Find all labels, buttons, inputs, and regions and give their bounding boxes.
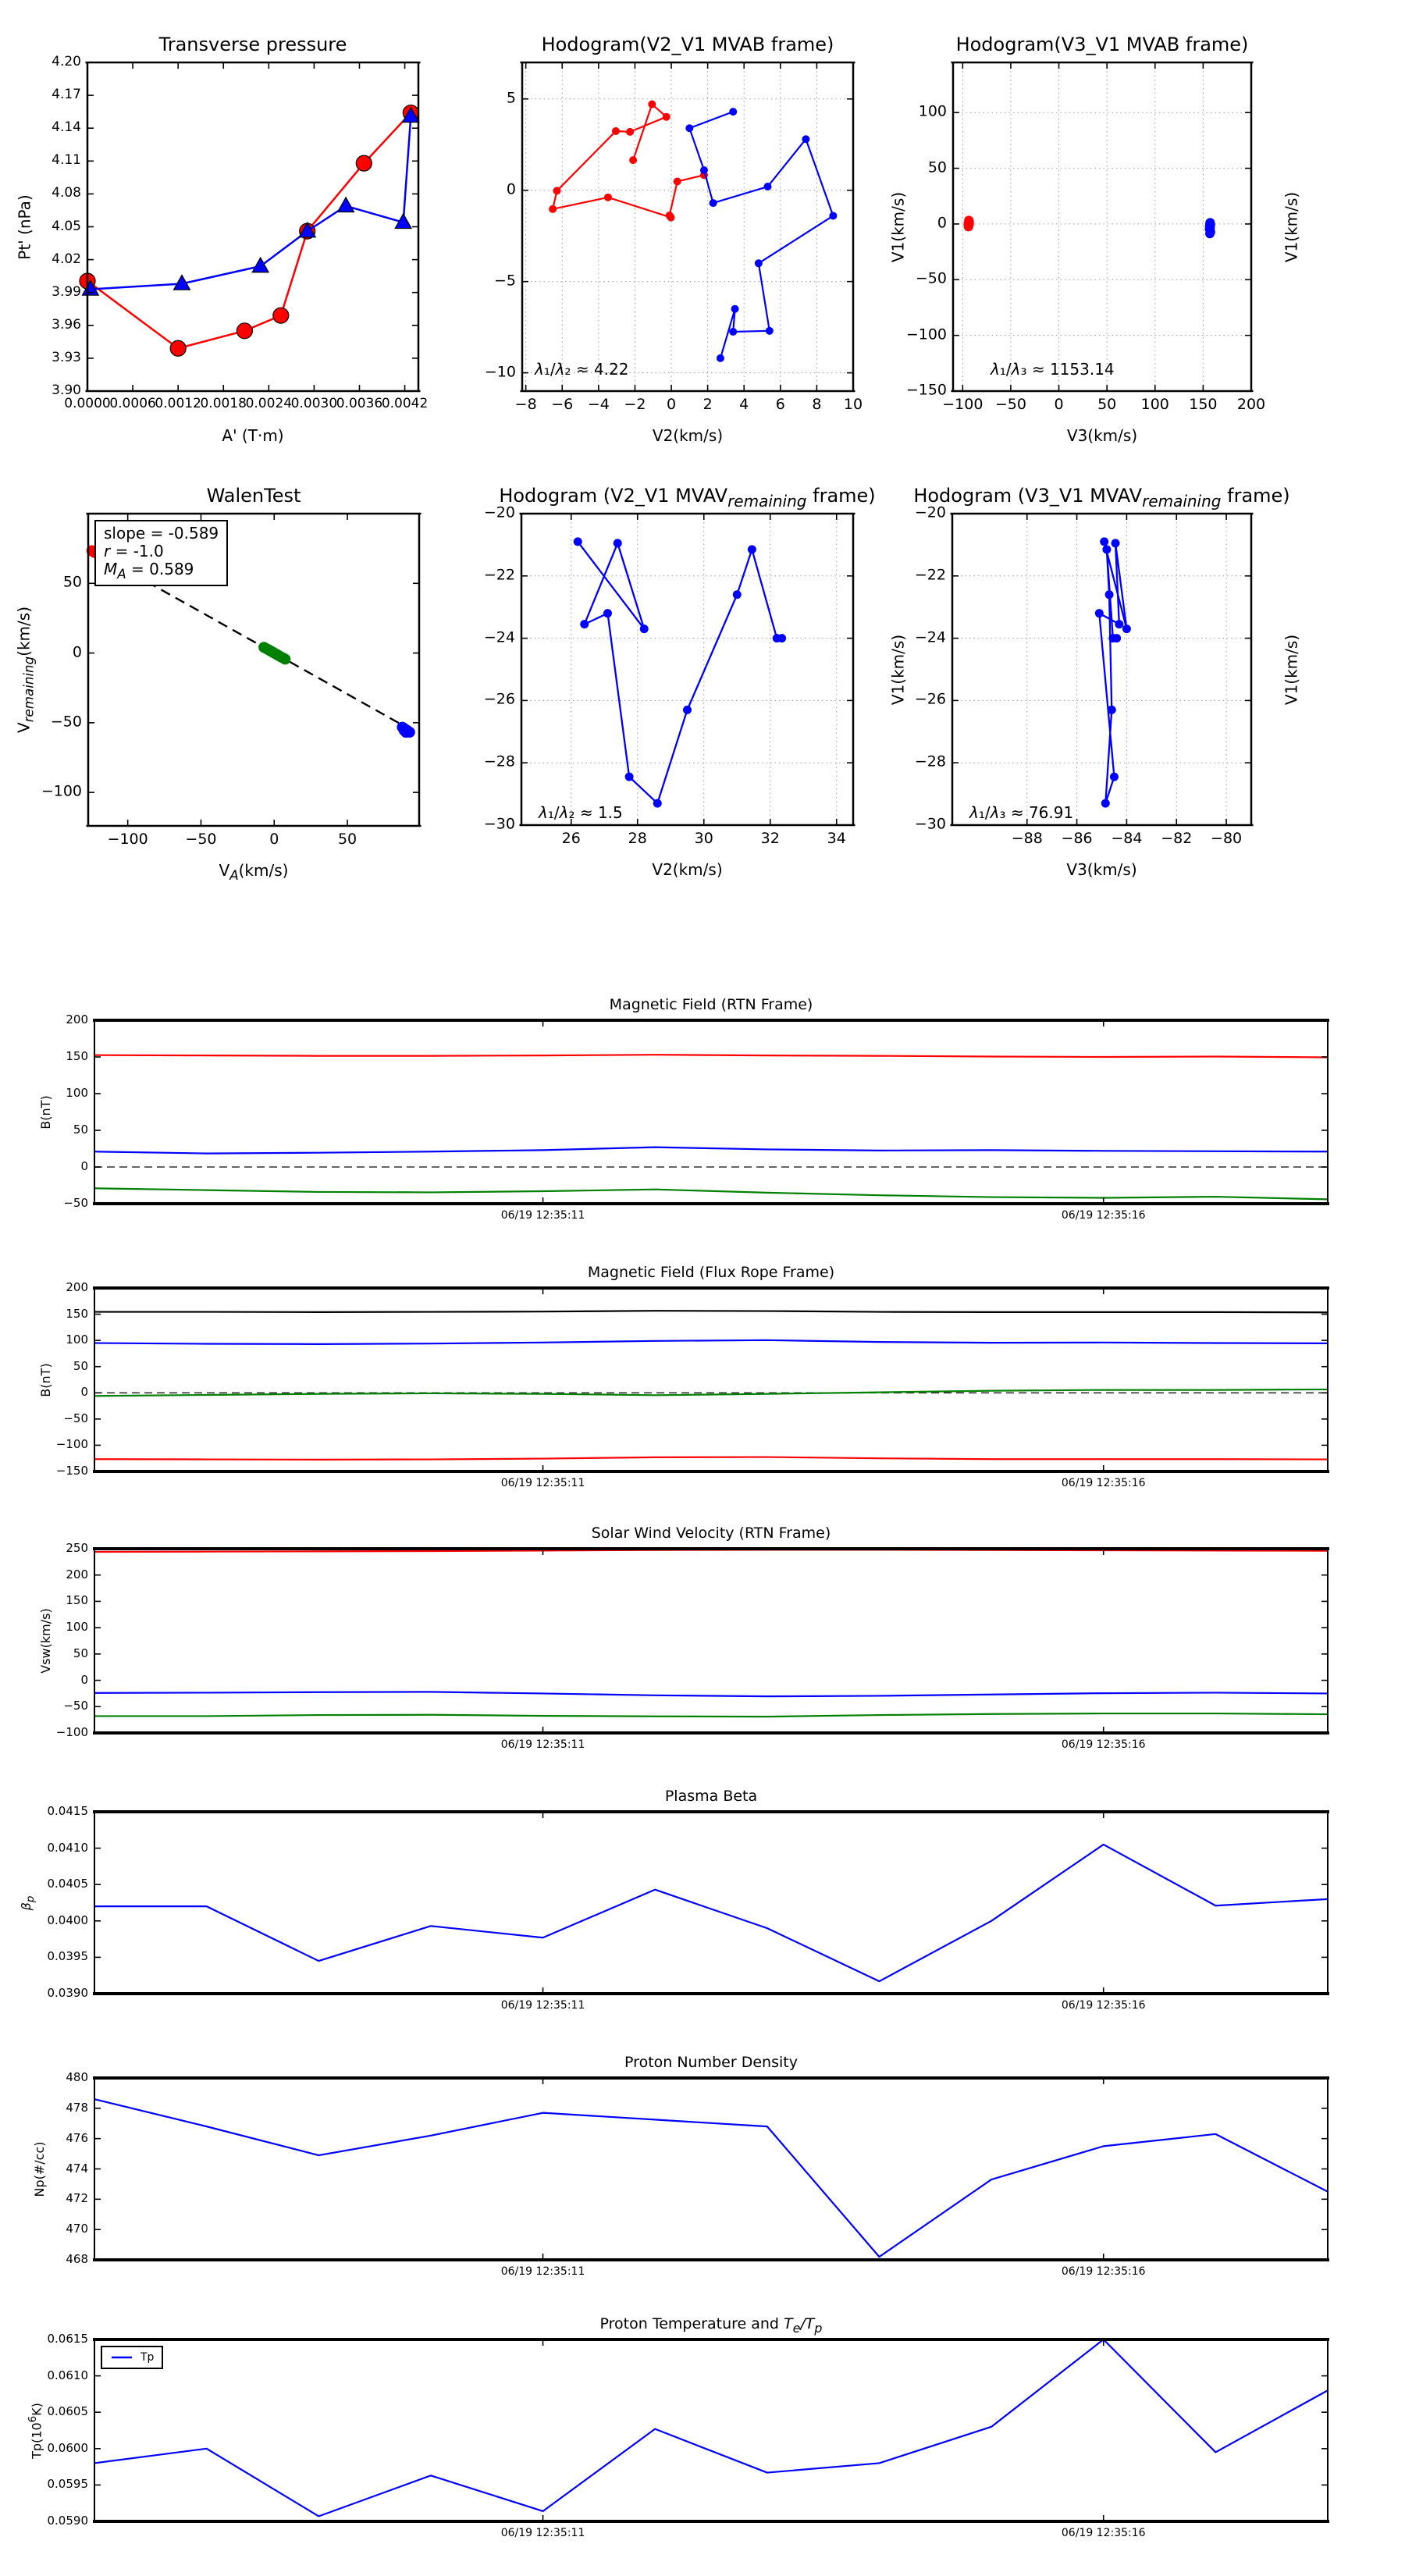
plot-area-svg bbox=[94, 2339, 1328, 2521]
y-tick-label: −26 bbox=[483, 691, 515, 709]
circle-marker bbox=[553, 187, 560, 194]
circle-marker bbox=[1112, 539, 1120, 547]
plot-title: Magnetic Field (RTN Frame) bbox=[609, 996, 813, 1013]
y-tick-label: 468 bbox=[66, 2252, 88, 2267]
annotation-lambda-ratio: λ₁/λ₂ ≈ 4.22 bbox=[535, 360, 629, 379]
y-tick-label: 50 bbox=[73, 1646, 88, 1660]
y-tick-label: −100 bbox=[55, 1437, 88, 1452]
plot-area-svg bbox=[94, 1020, 1328, 1204]
y-tick-label: 50 bbox=[927, 158, 947, 176]
x-tick-label: 150 bbox=[1189, 396, 1218, 413]
y-tick-label: 0 bbox=[80, 1672, 88, 1687]
y-tick-label: 50 bbox=[73, 1358, 88, 1373]
x-tick-label: 06/19 12:35:16 bbox=[1061, 2265, 1146, 2278]
circle-marker bbox=[273, 308, 289, 323]
circle-marker bbox=[1102, 545, 1111, 553]
triangle-marker bbox=[252, 258, 269, 272]
y-tick-label: −24 bbox=[483, 628, 515, 646]
x-tick-label: 0.0030 bbox=[290, 396, 338, 411]
y-axis-label: B(nT) bbox=[37, 1094, 53, 1130]
y-tick-label: 50 bbox=[73, 1123, 88, 1137]
plot-title: Proton Temperature and $T_e/T_p$ bbox=[599, 2315, 823, 2336]
plot-title: Hodogram (V3_V1 $MVAV_{remaining}$ frame) bbox=[913, 485, 1290, 511]
circle-marker bbox=[1100, 537, 1108, 546]
triangle-marker bbox=[338, 197, 354, 212]
plot-area-svg bbox=[952, 514, 1251, 825]
y-axis-label: V1(km/s) bbox=[888, 191, 908, 262]
x-tick-label: 0.0018 bbox=[200, 396, 247, 411]
y-tick-label: −26 bbox=[914, 691, 946, 709]
y-tick-label: −50 bbox=[50, 713, 82, 731]
y-tick-label: 4.05 bbox=[52, 218, 81, 234]
legend-entry-label: Tp bbox=[140, 2351, 155, 2364]
y-tick-label: 0.0605 bbox=[47, 2404, 88, 2419]
y-tick-label: 50 bbox=[62, 573, 82, 591]
y-tick-label: −50 bbox=[63, 1699, 88, 1713]
x-tick-label: 06/19 12:35:16 bbox=[1061, 1999, 1146, 2012]
y-tick-label: −100 bbox=[55, 1725, 88, 1740]
y-tick-label: 150 bbox=[66, 1306, 88, 1321]
x-tick-label: 06/19 12:35:11 bbox=[500, 1209, 585, 1222]
y-tick-label: 0.0595 bbox=[47, 2477, 88, 2492]
series-1st half path bbox=[87, 113, 411, 349]
series-beta_p bbox=[94, 1845, 1328, 1981]
plot-legend bbox=[101, 2346, 163, 2369]
y-tick-label: −50 bbox=[63, 1411, 88, 1425]
x-tick-label: 2 bbox=[702, 396, 713, 413]
circle-marker bbox=[626, 128, 634, 136]
line-legend-icon bbox=[110, 2351, 133, 2364]
y-axis-label: V1(km/s) bbox=[888, 634, 908, 705]
x-tick-label: −8 bbox=[514, 396, 537, 413]
x-tick-label: 30 bbox=[694, 830, 713, 847]
y-tick-label: −24 bbox=[914, 628, 946, 646]
plot-area-svg bbox=[94, 1288, 1328, 1471]
y-tick-label: 474 bbox=[66, 2161, 88, 2176]
y-tick-label: −20 bbox=[914, 503, 946, 521]
y-tick-label: 150 bbox=[66, 1593, 88, 1608]
plot-title: WalenTest bbox=[206, 485, 301, 507]
series-|B| bbox=[94, 1311, 1328, 1312]
circle-marker bbox=[685, 124, 693, 132]
x-tick-label: 50 bbox=[1097, 396, 1117, 413]
x-tick-label: 0 bbox=[1054, 396, 1064, 413]
plot-area-svg bbox=[94, 1812, 1328, 1994]
circle-marker bbox=[964, 222, 973, 231]
y-tick-label: 3.99 bbox=[52, 283, 81, 300]
x-tick-label: 06/19 12:35:11 bbox=[500, 2527, 585, 2539]
y-tick-label: 4.11 bbox=[52, 152, 81, 169]
y-tick-label: 3.96 bbox=[52, 316, 81, 333]
x-tick-label: −80 bbox=[1211, 830, 1243, 847]
y-tick-label: −22 bbox=[483, 566, 515, 584]
plot-title: Hodogram(V2_V1 MVAB frame) bbox=[541, 34, 834, 55]
annotation-lambda-ratio: λ₁/λ₃ ≈ 76.91 bbox=[969, 803, 1074, 822]
circle-marker bbox=[1095, 609, 1104, 617]
series-B/sqrt(mu0 rho) bbox=[689, 112, 833, 358]
y-axis-label: V1(km/s) bbox=[1282, 191, 1301, 262]
plot-area-svg bbox=[521, 514, 853, 825]
circle-marker bbox=[574, 537, 582, 546]
series-Vn bbox=[94, 1692, 1328, 1696]
circle-marker bbox=[802, 135, 809, 143]
x-axis-label: $V_A(km/s)$ bbox=[219, 861, 289, 883]
x-axis-label: V2(km/s) bbox=[652, 426, 724, 445]
plot-area-svg bbox=[522, 62, 853, 391]
circle-marker bbox=[1108, 706, 1116, 714]
circle-marker bbox=[356, 155, 372, 171]
circle-marker bbox=[1115, 620, 1123, 628]
series-Np bbox=[94, 2099, 1328, 2257]
circle-marker bbox=[170, 340, 186, 356]
circle-marker bbox=[549, 205, 557, 213]
x-tick-label: 06/19 12:35:11 bbox=[500, 1477, 585, 1489]
y-tick-label: 0.0600 bbox=[47, 2440, 88, 2455]
y-axis-label: $Tp(10^6K)$ bbox=[27, 2402, 44, 2459]
y-tick-label: 5 bbox=[506, 89, 516, 107]
circle-marker bbox=[580, 620, 589, 628]
circle-marker bbox=[625, 773, 634, 781]
y-tick-label: 0.0390 bbox=[47, 1986, 88, 2001]
y-tick-label: 0 bbox=[72, 643, 82, 661]
y-tick-label: 4.20 bbox=[52, 53, 81, 69]
series-V3-V1 path bbox=[1099, 542, 1126, 803]
series-Vt bbox=[94, 1713, 1328, 1717]
y-tick-label: 200 bbox=[66, 1280, 88, 1295]
y-tick-label: 470 bbox=[66, 2222, 88, 2236]
y-tick-label: 3.93 bbox=[52, 349, 81, 365]
y-tick-label: 476 bbox=[66, 2130, 88, 2145]
y-tick-label: −30 bbox=[483, 815, 515, 833]
x-tick-label: 06/19 12:35:16 bbox=[1061, 1477, 1146, 1489]
y-axis-label: Pt' (nPa) bbox=[15, 194, 34, 260]
y-tick-label: 0.0410 bbox=[47, 1840, 88, 1855]
y-tick-label: 0 bbox=[937, 214, 947, 232]
circle-marker bbox=[674, 177, 681, 185]
y-axis-label: Vsw(km/s) bbox=[37, 1608, 53, 1674]
series-Tp bbox=[94, 2339, 1328, 2516]
circle-marker bbox=[748, 545, 756, 553]
series-V_remaining bbox=[553, 105, 704, 218]
x-tick-label: −82 bbox=[1161, 830, 1193, 847]
plot-area-svg bbox=[94, 2078, 1328, 2260]
y-tick-label: −100 bbox=[905, 326, 947, 343]
y-tick-label: −22 bbox=[914, 566, 946, 584]
y-axis-label: B(nT) bbox=[37, 1362, 53, 1397]
circle-marker bbox=[717, 354, 724, 362]
x-tick-label: 26 bbox=[561, 830, 581, 847]
y-tick-label: 100 bbox=[918, 102, 947, 120]
x-tick-label: −4 bbox=[587, 396, 610, 413]
y-tick-label: 4.14 bbox=[52, 119, 81, 136]
y-tick-label: −5 bbox=[493, 272, 516, 290]
series-Bn bbox=[94, 1147, 1328, 1154]
x-axis-label: V2(km/s) bbox=[652, 860, 723, 879]
circle-marker bbox=[399, 725, 410, 736]
legend-entry bbox=[110, 2351, 154, 2364]
circle-marker bbox=[683, 706, 692, 714]
y-tick-label: 100 bbox=[66, 1620, 88, 1635]
x-tick-label: 50 bbox=[337, 831, 357, 848]
circle-marker bbox=[700, 166, 708, 174]
plot-area-svg bbox=[87, 62, 418, 391]
circle-marker bbox=[766, 327, 774, 335]
y-tick-label: 0 bbox=[80, 1385, 88, 1400]
y-tick-label: 0.0395 bbox=[47, 1949, 88, 1964]
x-tick-label: −88 bbox=[1011, 830, 1043, 847]
circle-marker bbox=[612, 127, 620, 135]
circle-marker bbox=[710, 199, 717, 207]
y-axis-label: $\beta_p$ bbox=[18, 1895, 37, 1910]
plot-title: Plasma Beta bbox=[664, 1788, 758, 1805]
y-tick-label: −100 bbox=[41, 782, 82, 800]
circle-marker bbox=[237, 323, 252, 339]
circle-marker bbox=[1122, 624, 1131, 633]
y-tick-label: −28 bbox=[914, 753, 946, 770]
plot-area-svg bbox=[94, 1549, 1328, 1733]
circle-marker bbox=[279, 653, 290, 664]
fit-stats-line: $M_A = 0.589$ bbox=[104, 560, 194, 582]
x-tick-label: −86 bbox=[1061, 830, 1093, 847]
circle-marker bbox=[640, 624, 649, 633]
y-axis-label: $V_{remaining}(km/s)$ bbox=[14, 607, 37, 733]
y-tick-label: 0.0405 bbox=[47, 1877, 88, 1891]
circle-marker bbox=[829, 212, 837, 219]
y-tick-label: −30 bbox=[914, 815, 946, 833]
x-tick-label: 100 bbox=[1140, 396, 1169, 413]
x-tick-label: −84 bbox=[1111, 830, 1143, 847]
x-tick-label: 0 bbox=[666, 396, 677, 413]
x-tick-label: 0.0000 bbox=[64, 396, 111, 411]
circle-marker bbox=[777, 634, 786, 642]
x-tick-label: 32 bbox=[760, 830, 780, 847]
y-tick-label: 4.02 bbox=[52, 251, 81, 267]
y-tick-label: −50 bbox=[63, 1196, 88, 1211]
series-2nd half path bbox=[91, 116, 411, 290]
circle-marker bbox=[764, 183, 772, 190]
series-Br bbox=[94, 1055, 1328, 1057]
x-tick-label: 0.0012 bbox=[155, 396, 201, 411]
x-tick-label: −100 bbox=[942, 396, 984, 413]
y-tick-label: 4.17 bbox=[52, 86, 81, 102]
annotation-lambda-ratio: λ₁/λ₂ ≈ 1.5 bbox=[539, 803, 623, 822]
y-tick-label: 478 bbox=[66, 2100, 88, 2115]
y-tick-label: −28 bbox=[483, 753, 515, 770]
y-tick-label: 0 bbox=[80, 1159, 88, 1174]
y-tick-label: 0.0615 bbox=[47, 2332, 88, 2347]
y-tick-label: 0.0610 bbox=[47, 2368, 88, 2382]
x-tick-label: −2 bbox=[624, 396, 646, 413]
y-tick-label: 4.08 bbox=[52, 185, 81, 201]
fit-stats-line: slope = -0.589 bbox=[104, 524, 219, 543]
y-tick-label: 480 bbox=[66, 2070, 88, 2085]
x-tick-label: 06/19 12:35:11 bbox=[500, 1999, 585, 2012]
circle-marker bbox=[755, 259, 763, 267]
x-tick-label: 0.0024 bbox=[245, 396, 293, 411]
y-tick-label: −20 bbox=[483, 503, 515, 521]
circle-marker bbox=[666, 212, 674, 219]
x-tick-label: 0 bbox=[269, 831, 279, 848]
circle-marker bbox=[603, 609, 612, 617]
x-tick-label: −100 bbox=[107, 831, 148, 848]
y-tick-label: 250 bbox=[66, 1541, 88, 1556]
circle-marker bbox=[614, 539, 622, 547]
circle-marker bbox=[1101, 799, 1110, 808]
circle-marker bbox=[1110, 773, 1119, 781]
plot-area-svg bbox=[953, 62, 1251, 391]
y-tick-label: 200 bbox=[66, 1567, 88, 1582]
x-tick-label: −50 bbox=[994, 396, 1026, 413]
x-tick-label: 200 bbox=[1236, 396, 1266, 413]
circle-marker bbox=[663, 113, 670, 121]
x-tick-label: 0.0006 bbox=[109, 396, 156, 411]
fit-stats-line: r = -1.0 bbox=[104, 542, 164, 560]
x-tick-label: 34 bbox=[827, 830, 846, 847]
x-tick-label: 0.0042 bbox=[381, 396, 429, 411]
series-Bx' bbox=[94, 1457, 1328, 1460]
y-tick-label: 472 bbox=[66, 2191, 88, 2206]
y-tick-label: 0.0415 bbox=[47, 1804, 88, 1819]
y-tick-label: 0.0590 bbox=[47, 2514, 88, 2528]
y-tick-label: −150 bbox=[905, 381, 947, 399]
circle-marker bbox=[733, 590, 742, 599]
plot-title: Magnetic Field (Flux Rope Frame) bbox=[587, 1264, 835, 1281]
plot-title: Hodogram (V2_V1 $MVAV_{remaining}$ frame) bbox=[499, 485, 876, 511]
circle-marker bbox=[1112, 634, 1121, 642]
series-Bt bbox=[94, 1188, 1328, 1199]
series-V2-V1 path bbox=[578, 542, 781, 803]
circle-marker bbox=[1205, 229, 1215, 238]
x-tick-label: 10 bbox=[843, 396, 863, 413]
y-tick-label: −150 bbox=[55, 1464, 88, 1478]
x-axis-label: V3(km/s) bbox=[1066, 426, 1138, 445]
x-tick-label: −50 bbox=[185, 831, 217, 848]
x-tick-label: 8 bbox=[812, 396, 822, 413]
y-axis-label: Np(#/cc) bbox=[31, 2141, 47, 2197]
series-Bz' bbox=[94, 1340, 1328, 1344]
y-tick-label: 0 bbox=[506, 180, 516, 198]
annotation-lambda-ratio: λ₁/λ₃ ≈ 1153.14 bbox=[991, 360, 1115, 379]
circle-marker bbox=[653, 799, 662, 808]
x-tick-label: −6 bbox=[551, 396, 574, 413]
x-tick-label: 06/19 12:35:16 bbox=[1061, 1209, 1146, 1222]
x-tick-label: 06/19 12:35:11 bbox=[500, 2265, 585, 2278]
y-tick-label: 100 bbox=[66, 1086, 88, 1101]
y-tick-label: 200 bbox=[66, 1012, 88, 1027]
y-tick-label: 100 bbox=[66, 1332, 88, 1347]
circle-marker bbox=[731, 305, 739, 313]
plot-title: Hodogram(V3_V1 MVAB frame) bbox=[955, 34, 1249, 55]
x-axis-label: A' (T·m) bbox=[222, 426, 284, 445]
y-tick-label: −50 bbox=[915, 269, 947, 287]
circle-marker bbox=[1105, 590, 1114, 599]
x-axis-label: V3(km/s) bbox=[1066, 860, 1137, 879]
y-tick-label: −10 bbox=[484, 363, 516, 381]
x-tick-label: 06/19 12:35:11 bbox=[500, 1738, 585, 1751]
circle-marker bbox=[729, 108, 737, 116]
x-tick-label: 28 bbox=[628, 830, 647, 847]
y-tick-label: 0.0400 bbox=[47, 1912, 88, 1927]
x-tick-label: 4 bbox=[739, 396, 749, 413]
y-tick-label: 3.90 bbox=[52, 382, 81, 398]
circle-marker bbox=[729, 328, 737, 336]
circle-marker bbox=[604, 194, 612, 201]
y-tick-label: 150 bbox=[66, 1049, 88, 1064]
x-tick-label: 0.0036 bbox=[336, 396, 383, 411]
x-tick-label: 6 bbox=[775, 396, 785, 413]
circle-marker bbox=[629, 156, 637, 164]
plot-title: Proton Number Density bbox=[624, 2054, 798, 2071]
x-tick-label: 06/19 12:35:16 bbox=[1061, 2527, 1146, 2539]
plot-title: Solar Wind Velocity (RTN Frame) bbox=[591, 1525, 831, 1542]
y-axis-label: V1(km/s) bbox=[1282, 634, 1301, 705]
x-tick-label: 06/19 12:35:16 bbox=[1061, 1738, 1146, 1751]
circle-marker bbox=[648, 101, 656, 109]
plot-title: Transverse pressure bbox=[158, 34, 347, 55]
fit-stats-box bbox=[94, 520, 228, 586]
